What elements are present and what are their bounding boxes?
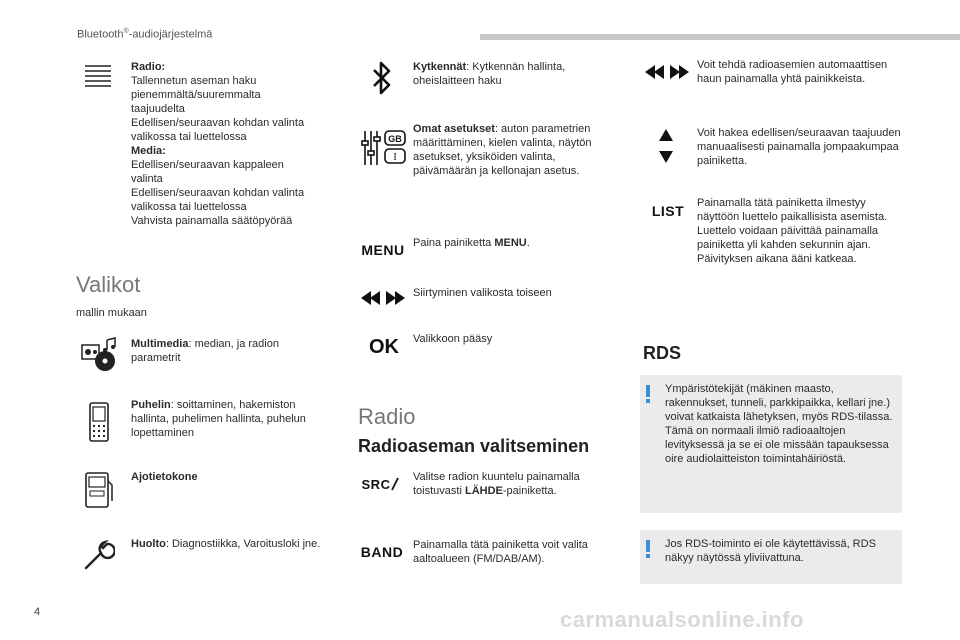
- trip-computer-icon: [82, 470, 116, 510]
- phone-icon: [84, 400, 114, 444]
- menu-button-icon: MENU: [361, 242, 405, 258]
- station-selection-heading: Radioaseman valitseminen: [358, 436, 590, 456]
- ok-description: Valikkoon pääsy: [413, 333, 493, 345]
- wrench-icon: [80, 537, 116, 573]
- bluetooth-icon: [366, 58, 398, 98]
- src-description: Valitse radion kuuntelu painamalla toistuvasti LÄHDE-painiketta.: [413, 471, 580, 497]
- multimedia-icon: [78, 336, 120, 374]
- rds-unavailable-text: Jos RDS-toiminto ei ole käytettävissä, RDS näkyy näytössä yliviivattuna.: [665, 538, 876, 564]
- slash-icon: [390, 477, 400, 491]
- service-description: Huolto: Diagnostiikka, Varoitusloki jne.: [131, 538, 321, 550]
- settings-description: Omat asetukset: auton parametrien määrittäminen, kielen valinta, näytön asetukset, yksiköiden valinta, päivämäärän ja kellonajan asetus.: [413, 123, 592, 177]
- seek-arrows-icon: [644, 64, 690, 80]
- ok-button-icon: OK: [369, 335, 399, 358]
- radio-label: Radio:: [131, 61, 166, 73]
- seek-description: Voit tehdä radioasemien automaattisen haun painamalla yhtä painikkeista.: [697, 59, 888, 85]
- rds-info-note: [640, 375, 902, 513]
- rds-note-text: Ympäristötekijät (mäkinen maasto, rakennukset, tunneli, parkkipaikka, kellari jne.) voivat katkaista lähetyksen, myös RDS-tilassa. Tämä on normaali ilmiö radioaaltojen levityksessä ja se ei ole missään tapauksessa oire audiolaitteiston toimintahäiriöstä.: [665, 383, 893, 465]
- src-button-icon: SRC: [358, 474, 404, 494]
- connections-description: Kytkennät: Kytkennän hallinta, oheislaitteen haku: [413, 61, 566, 87]
- info-icon-dot: [646, 399, 650, 403]
- menus-heading: Valikot: [76, 272, 141, 297]
- header-bar: [480, 34, 960, 40]
- left-right-arrows-icon: [360, 290, 406, 306]
- svg-text:I: I: [393, 152, 397, 163]
- info-icon-dot: [646, 554, 650, 558]
- page-number: 4: [34, 606, 41, 618]
- radio-heading: Radio: [358, 404, 416, 429]
- trip-computer-label: Ajotietokone: [131, 471, 198, 483]
- svg-text:GB: GB: [388, 134, 402, 144]
- settings-sliders-icon: [360, 126, 408, 170]
- watermark: carmanualsonline.info: [560, 607, 804, 632]
- info-icon-bar: [646, 540, 650, 552]
- list-description: Painamalla tätä painiketta ilmestyy näyttöön luettelo paikallisista asemista. Luettelo voidaan päivittää painamalla painiketta yli kahden sekunnin ajan. Päivityksen aikana ääni katkeaa.: [697, 197, 888, 265]
- up-down-arrows-icon: [656, 128, 676, 164]
- list-lines-icon: [80, 60, 116, 94]
- phone-description: Puhelin: soittaminen, hakemiston hallinta, puhelimen hallinta, puhelun lopettaminen: [131, 399, 306, 439]
- running-header: Bluetooth®-audiojärjestelmä: [77, 28, 213, 41]
- menus-subtitle: mallin mukaan: [76, 307, 147, 319]
- updown-description: Voit hakea edellisen/seuraavan taajuuden manuaalisesti painamalla jompaakumpaa painiketta.: [697, 127, 901, 167]
- rds-heading: RDS: [643, 343, 682, 363]
- info-icon-bar: [646, 385, 650, 397]
- list-button-icon: LIST: [651, 203, 685, 219]
- multimedia-description: Multimedia: median, ja radion parametrit: [131, 338, 279, 364]
- menu-description: Paina painiketta MENU.: [413, 237, 530, 249]
- media-label: Media:: [131, 145, 166, 157]
- radio-media-description: Radio: Tallennetun aseman haku pienemmältä/suuremmalta taajuudelta Edellisen/seuraavan kohdan valinta valikossa tai luettelossa Media: Edellisen/seuraavan kappaleen valinta Edellisen/seuraavan kohdan valinta valikossa tai luettelossa Vahvista painamalla säätöpyörää: [131, 61, 305, 227]
- band-description: Painamalla tätä painiketta voit valita aaltoalueen (FM/DAB/AM).: [413, 539, 588, 565]
- arrows-description: Siirtyminen valikosta toiseen: [413, 287, 552, 299]
- rds-unavailable-note: [640, 530, 902, 584]
- band-button-icon: BAND: [360, 544, 404, 560]
